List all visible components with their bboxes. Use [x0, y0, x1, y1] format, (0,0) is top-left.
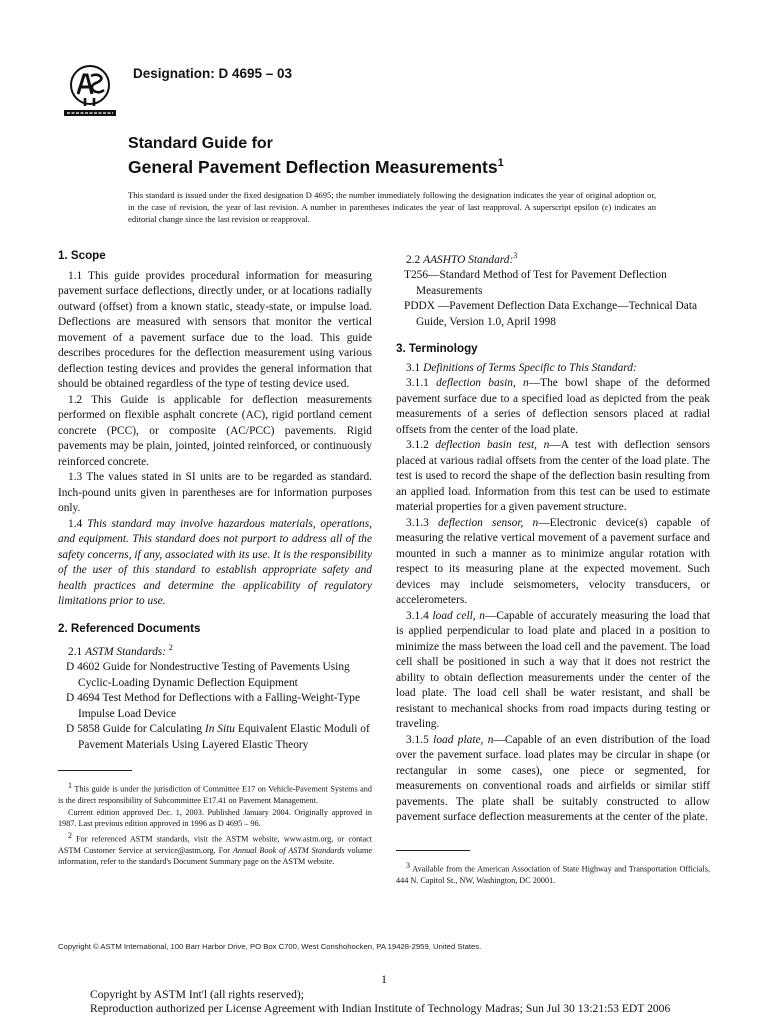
- reference-d5858: D 5858 Guide for Calculating In Situ Equivalent Elastic Moduli of Pavement Materials Using Layered Elastic Theory: [66, 723, 370, 751]
- term-load-cell: 3.1.4 load cell, n—Capable of accurately measuring the load that is applied perpendicular to load plate and placed in a position to minimize the mass between the load cell and the pavement. The load cell shall be positioned in such a way that it does not restrict the ability to obtain deflection measurements under the center of the load plate. The load cell shall be water resistant, and shall be resistant to mechanical shocks from road impacts during testing or traveling.: [396, 609, 711, 731]
- term-deflection-basin-test: 3.1.2 deflection basin test, n—A test with deflection sensors placed at various radial offsets from the center of the load plate. The test is used to record the shape of the deflection basin resulting from an applied load. Information from this test can be used to estimate material properties for a given pavement structure.: [396, 439, 710, 514]
- title-line-2: General Pavement Deflection Measurements$^1$: [128, 156, 504, 177]
- paragraph-1-3: 1.3 The values stated in SI units are to be regarded as standard. Inch-pound units given in parentheses are for information purposes only.: [58, 471, 372, 514]
- aashto-standard-label: 2.2 AASHTO Standard:$^3$: [406, 251, 518, 266]
- document-title: [128, 134, 504, 178]
- term-deflection-sensor: 3.1.3 deflection sensor, n—Electronic device(s) capable of measuring the relative vertical movement of a pavement surface and mounted in such a manner as to minimize angular rotation with respect to its measuring plane at the expected movement. Such devices may include seismometers, velocity transducers, or accelerometers.: [396, 516, 710, 607]
- paragraph-1-1: 1.1 This guide provides procedural information for measuring pavement surface deflections, directly under, or at locations radially outward (offset) from a known static, steady-state, or impulse load. Deflections are measured with sensors that monitor the vertical movement of a pavement surface due to the load. This guide describes procedures for the deflection measurement using various deflection testing devices and provides the general information that should be obtained regardless of the type of testing device used.: [58, 269, 372, 390]
- left-column: [58, 248, 372, 868]
- referenced-documents-heading: 2. Referenced Documents: [58, 621, 201, 635]
- footer-copyright: Copyright © ASTM International, 100 Barr Harbor Drive, PO Box C700, West Conshohocken, PA 19428-2959, United States.: [58, 942, 482, 951]
- definitions-label: 3.1 Definitions of Terms Specific to This Standard:: [406, 361, 637, 374]
- license-notice: [90, 988, 670, 1016]
- title-line-1: Standard Guide for: [128, 135, 273, 152]
- astm-logo: [58, 58, 122, 122]
- page-number: 1: [381, 972, 387, 986]
- term-deflection-basin: 3.1.1 deflection basin, n—The bowl shape of the deformed pavement surface due to a specified load as depicted from the peak measurements of a series of deflection sensors placed at radial offsets from the center of the load plate.: [396, 377, 710, 436]
- reference-t256: T256—Standard Method of Test for Pavement Deflection Measurements: [404, 269, 667, 297]
- footnote-2: $^2$ For referenced ASTM standards, visit the ASTM website, www.astm.org, or contact ASTM Customer Service at service@astm.org. For Annual Book of ASTM Standards volume information, refer to the standard's Document Summary page on the ASTM website.: [58, 830, 373, 867]
- paragraph-1-2: 1.2 This Guide is applicable for deflection measurements performed on flexible asphalt concrete (AC), rigid portland cement concrete (PCC), or composite (AC/PCC) pavements. Rigid pavements may be plain, jointed, jointed reinforced, or continuously reinforced concrete.: [58, 393, 372, 468]
- footnote-rule: [58, 770, 132, 771]
- terminology-heading: 3. Terminology: [396, 342, 478, 356]
- term-load-plate: 3.1.5 load plate, n—Capable of an even distribution of the load over the pavement surface. load plates may be circular in shape (or rectangular in some cases), one piece or segmented, for measurements on conventional roads and airfields or similar stiff pavements. The plate shall be suitably constructed to allow pavement surface deflection measurements at the center of the plate.: [396, 733, 710, 824]
- footnote-3: $^3$ Available from the American Association of State Highway and Transportation Officials, 444 N. Capitol St., NW, Washington, DC 20001.: [396, 860, 710, 885]
- license-line-1: Copyright by ASTM Int'l (all rights reserved);: [90, 988, 304, 1001]
- paragraph-1-4: 1.4 This standard may involve hazardous materials, operations, and equipment. This standard does not purport to address all of the safety concerns, if any, associated with its use. It is the responsibility of the user of this standard to establish appropriate safety and health practices and determine the applicability of regulatory limitations prior to use.: [58, 517, 372, 607]
- reference-pddx: PDDX —Pavement Deflection Data Exchange—Technical Data Guide, Version 1.0, April 1998: [404, 300, 698, 328]
- preamble: This standard is issued under the fixed designation D 4695; the number immediately following the designation indicates the year of original adoption or, in the case of revision, the year of last revision. A number in parentheses indicates the year of last reapproval. A superscript epsilon (ε) indicates an editorial change since the last revision or reapproval.: [128, 190, 656, 224]
- footnote-rule-right: [396, 850, 470, 851]
- footnotes-left: [58, 780, 372, 867]
- reference-d4694: D 4694 Test Method for Deflections with a Falling-Weight-Type Impulse Load Device: [66, 692, 361, 720]
- title-footnote-marker: 1: [497, 157, 504, 169]
- footnote-1: $^1$ This guide is under the jurisdiction of Committee E17 on Vehicle-Pavement Systems and is the direct responsibility of Subcommittee E17.41 on Pavement Management.: [58, 781, 372, 806]
- astm-standards-label: 2.1 ASTM Standards: $^2$: [68, 643, 173, 658]
- scope-heading: 1. Scope: [58, 249, 106, 262]
- right-column: [396, 248, 710, 886]
- reference-d4602: D 4602 Guide for Nondestructive Testing of Pavements Using Cyclic-Loading Dynamic Deflection Equipment: [66, 661, 350, 689]
- footnote-1-edition: Current edition approved Dec. 1, 2003. Published January 2004. Originally approved in 1987. Last previous edition approved in 1996 as D 4695 – 96.: [58, 807, 372, 829]
- license-line-2: Reproduction authorized per License Agreement with Indian Institute of Technology Madras; Sun Jul 30 13:21:53 EDT 2006: [90, 1002, 671, 1015]
- designation: Designation: D 4695 – 03: [133, 66, 293, 81]
